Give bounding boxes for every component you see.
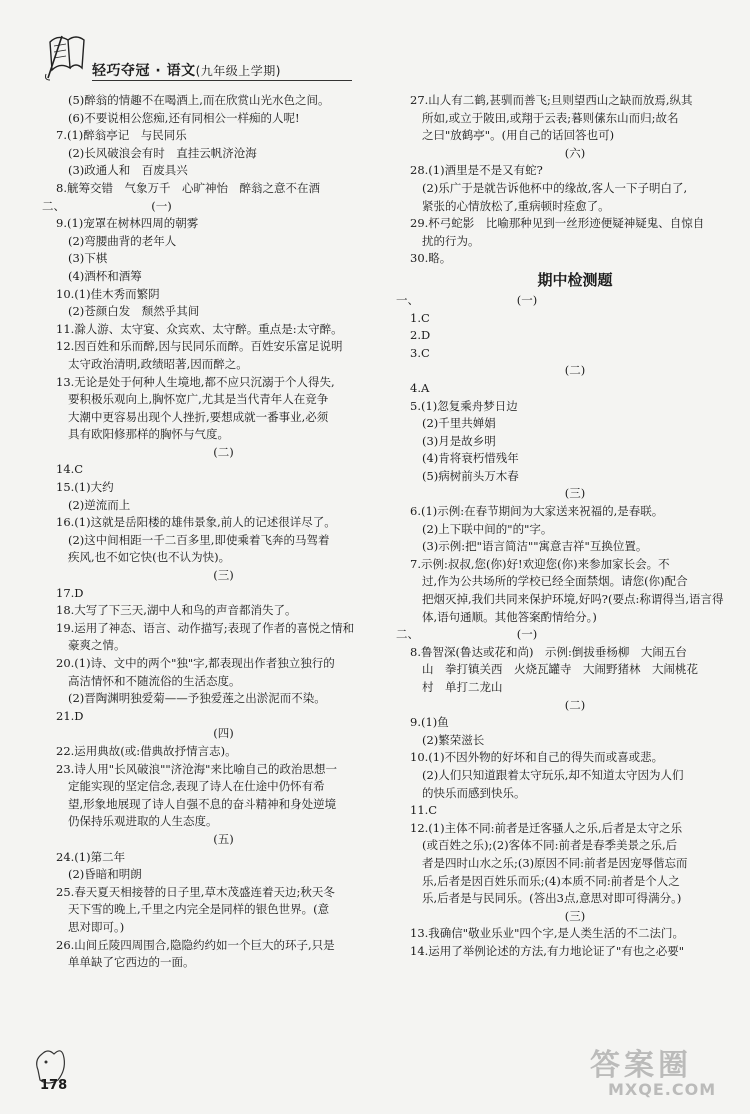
answer-line: 6.(1)示例:在春节期间为大家送来祝福的,是春联。 (410, 504, 664, 519)
answer-line: 2.D (410, 328, 431, 343)
answer-line: 25.春天夏天相接替的日子里,草木茂盛连着天边;秋天冬 (56, 884, 335, 899)
answer-line: (4)酒杯和酒筹 (68, 268, 142, 283)
answer-line: 16.(1)这就是岳阳楼的雄伟景象,前人的记述很详尽了。 (56, 515, 336, 530)
answer-line: 24.(1)第二年 (56, 849, 126, 864)
answer-line: (2)苍颜白发 颓然乎其间 (68, 304, 200, 319)
answer-line: 1.C (410, 310, 430, 325)
answer-line: (3)月是故乡明 (422, 433, 496, 448)
answer-line: (2)这中间相距一千二百多里,即使乘着飞奔的马驾着 (68, 532, 330, 547)
answer-line: (6)不要说相公您痴,还有同相公一样痴的人呢! (68, 110, 300, 125)
answer-line: 4.A (410, 380, 430, 395)
answer-line: 望,形象地展现了诗人自强不息的奋斗精神和身处逆境 (68, 796, 337, 811)
answer-line: 过,作为公共场所的学校已经全面禁烟。请您(你)配合 (422, 574, 688, 589)
answer-line: 疾风,也不如它快(也不认为快)。 (68, 550, 231, 565)
answer-line: 11.C (410, 803, 438, 818)
answer-line: (2)千里共婵娟 (422, 416, 496, 431)
answer-line: 10.(1)佳木秀而繁阴 (56, 286, 160, 301)
page-number: 178 (40, 1078, 68, 1093)
answer-line: (3)示例:把"语言简洁""寓意吉祥"互换位置。 (422, 539, 648, 554)
answer-line: 所如,或立于陂田,或翔于云表;暮则傃东山而归;故名 (422, 110, 679, 125)
answer-line: 28.(1)酒里是不是又有蛇? (410, 163, 543, 178)
answer-line: (二) (213, 444, 234, 459)
answer-line: 12.因百姓和乐而醉,因与民同乐而醉。百姓安乐富足说明 (56, 339, 343, 354)
answer-line: 8.鲁智深(鲁达或花和尚) 示例:倒拔垂杨柳 大闹五台 (410, 644, 687, 659)
answer-line: 9.(1)宠罩在树林四周的朝雾 (56, 216, 199, 231)
header-title (92, 60, 281, 80)
answer-line: 单单缺了它西边的一面。 (68, 955, 195, 970)
answer-line: 5.(1)忽复乘舟梦日边 (410, 398, 518, 413)
watermark-logo-text: 答案圈 (590, 1048, 692, 1083)
answer-line: (2)晋陶渊明独爱菊——予独爱莲之出淤泥而不染。 (68, 691, 326, 706)
answer-line: 紧张的心情放松了,重病顿时痊愈了。 (422, 198, 610, 213)
answer-line: 26.山间丘陵四周围合,隐隐约约如一个巨大的环子,只是 (56, 937, 335, 952)
answer-line: 12.(1)主体不同:前者是迁客骚人之乐,后者是太守之乐 (410, 820, 683, 835)
answer-line: 把烟灭掉,我们共同来保护环境,好吗?(要点:称谓得当,语言得 (422, 592, 724, 607)
answer-line: 27.山人有二鹤,甚驯而善飞;旦则望西山之缺而放焉,纵其 (410, 93, 693, 107)
answer-line: 山 拳打镇关西 火烧瓦罐寺 大闹野猪林 大闹桃花 (422, 662, 698, 677)
answer-line: 者是四时山水之乐;(3)原因不同:前者是因宠辱偕忘而 (422, 855, 688, 870)
answer-line: (六) (564, 145, 586, 160)
answer-line: (3)下棋 (68, 251, 108, 266)
page-header (40, 30, 340, 90)
answer-line: 13.无论是处于何种人生境地,都不应只沉溺于个人得失, (56, 374, 335, 389)
header-rule (92, 80, 352, 81)
answer-line: (5)病树前头万木春 (422, 468, 519, 483)
answer-line: 19.运用了神态、语言、动作描写;表现了作者的喜悦之情和 (56, 620, 355, 635)
answer-line: (5)醉翁的情趣不在喝酒上,而在欣赏山光水色之间。 (68, 93, 330, 107)
watermark (590, 1040, 740, 1110)
answer-line: 村 单打二龙山 (422, 680, 503, 694)
answer-line: 二、 (一) (396, 627, 538, 642)
answer-line: (2)弯腰曲背的老年人 (68, 233, 177, 248)
answer-line: 一、 (一) (396, 292, 538, 307)
answer-line: 7.(1)醉翁亭记 与民同乐 (56, 128, 187, 143)
answer-line: 大潮中更容易出现个人挫折,要想成就一番事业,必须 (68, 409, 329, 424)
answer-line: (4)肯将衰朽惜残年 (422, 451, 519, 466)
answer-line: 天下雪的晚上,千里之内完全是同样的银色世界。(意 (68, 902, 330, 917)
answer-line: (二) (564, 363, 586, 378)
answer-line: 10.(1)不因外物的好坏和自己的得失而或喜或悲。 (410, 750, 664, 765)
answer-line: 3.C (410, 345, 430, 360)
answer-line: (三) (213, 568, 234, 583)
answer-line: (三) (564, 486, 586, 501)
answer-line: 18.大写了下三天,湖中人和鸟的声音都消失了。 (56, 603, 297, 618)
answer-line: 要积极乐观向上,胸怀宽广,尤其是当代青年人在竞争 (68, 392, 329, 407)
answer-line: 8.觥筹交错 气象万千 心旷神怡 醉翁之意不在酒 (56, 180, 320, 195)
answer-line: 14.运用了举例论述的方法,有力地论证了"有也之必要" (410, 943, 685, 958)
answer-line: 二、 (一) (42, 198, 172, 213)
answer-line: (3)政通人和 百废具兴 (68, 163, 188, 178)
answer-line: 14.C (56, 462, 84, 477)
answer-line: 29.杯弓蛇影 比喻那种见到一丝形迹便疑神疑鬼、自惊自 (410, 216, 705, 231)
answer-line: 太守政治清明,政绩昭著,因而醉之。 (68, 356, 248, 371)
answer-line: 仍保持乐观进取的人生态度。 (68, 814, 218, 829)
answer-line: 之曰"放鹤亭"。(用自己的话回答也可) (422, 128, 615, 143)
answer-line: (2)乐广于是就告诉他杯中的缘故,客人一下子明白了, (422, 180, 688, 195)
answer-line: (三) (564, 908, 586, 923)
answer-line: (2)逆流而上 (68, 497, 131, 512)
answer-line: 7.示例:叔叔,您(你)好!欢迎您(你)来参加家长会。不 (410, 556, 670, 571)
answer-line: (五) (213, 831, 234, 846)
answer-line: (2)昏暗和明朗 (68, 867, 142, 882)
book-pen-icon (40, 30, 90, 82)
answer-line: 扰的行为。 (422, 233, 480, 248)
book-title: 轻巧夺冠 · 语文 (92, 63, 196, 79)
midterm-title: 期中检测题 (537, 270, 613, 289)
answer-line: (二) (564, 697, 586, 712)
answer-line: 17.D (56, 585, 84, 600)
answer-line: 21.D (56, 708, 84, 723)
answer-line: 9.(1)鱼 (410, 715, 449, 730)
answer-line: 22.运用典故(或:借典故抒情言志)。 (56, 743, 237, 758)
answer-line: 思对即可。) (68, 919, 125, 934)
answer-line: (2)繁荣滋长 (422, 732, 485, 747)
answer-line: 乐,后者是因百姓乐而乐;(4)本质不同:前者是个人之 (422, 873, 680, 888)
answer-line: 11.滁人游、太守宴、众宾欢、太守醉。重点是:太守醉。 (56, 321, 343, 336)
answer-line: 乐,后者是与民同乐。(答出3点,意思对即可得满分。) (422, 891, 682, 906)
answer-line: 高洁情怀和不随流俗的生活态度。 (68, 673, 241, 688)
answer-line: 定能实现的坚定信念,表现了诗人在仕途中仍怀有希 (68, 779, 325, 794)
answer-line: 13.我确信"敬业乐业"四个字,是人类生活的不二法门。 (410, 926, 685, 941)
answer-line: 体,语句通顺。其他答案酌情给分。) (422, 609, 597, 624)
answer-line: (四) (213, 726, 234, 741)
answer-line: 23.诗人用"长风破浪""济沧海"来比喻自己的政治思想一 (56, 761, 337, 776)
grade-label: (九年级上学期) (195, 64, 281, 78)
answer-line: 豪爽之情。 (68, 638, 126, 653)
answer-line: (2)上下联中间的"的"字。 (422, 521, 553, 536)
left-column (42, 92, 391, 972)
right-column (396, 92, 740, 961)
answer-line: 的快乐而感到快乐。 (422, 785, 526, 800)
watermark-url: MXQE.COM (608, 1080, 717, 1099)
answer-line: 15.(1)大约 (56, 480, 114, 495)
answer-line: (或百姓之乐);(2)客体不同:前者是春季美景之乐,后 (422, 838, 678, 853)
answer-line: (2)长风破浪会有时 直挂云帆济沧海 (68, 145, 257, 160)
answer-line: (2)人们只知道跟着太守玩乐,却不知道太守因为人们 (422, 767, 684, 782)
answer-line: 具有欧阳修那样的胸怀与气度。 (68, 427, 229, 442)
answer-line: 30.略。 (410, 251, 452, 266)
answer-line: 20.(1)诗、文中的两个"独"字,都表现出作者独立独行的 (56, 656, 335, 670)
